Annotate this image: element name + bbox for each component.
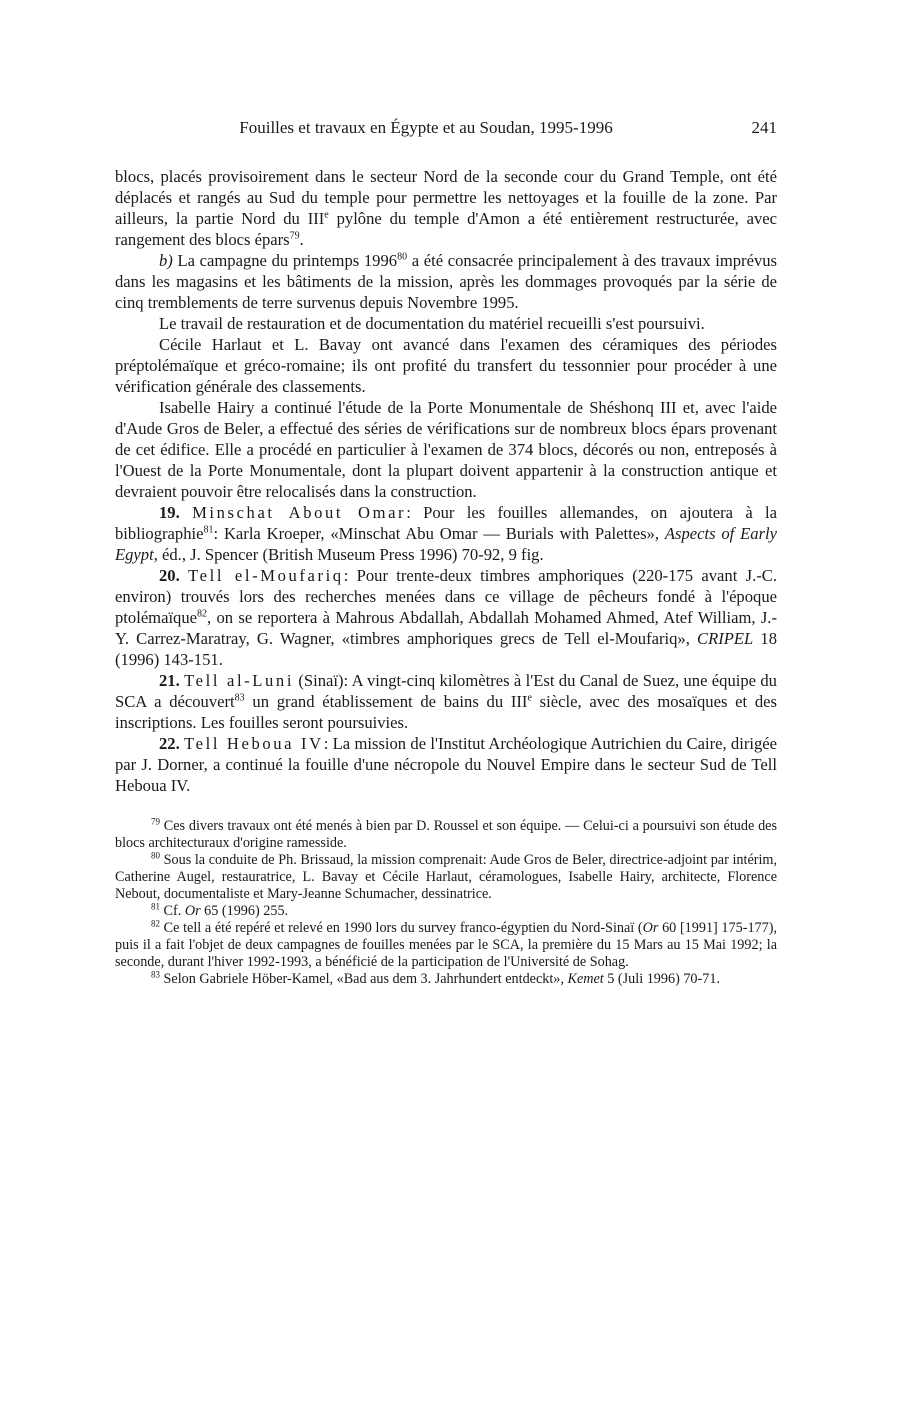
footnote-mark: 82 [151,918,160,929]
italic-title: Or [642,920,659,936]
body-text [115,166,777,796]
text-run: : Pour les fouilles allemandes, on ajoutera à la bibliographie [115,503,777,543]
footnote-81 [115,903,777,920]
footnote-80 [115,852,777,903]
footnote-mark: 80 [151,850,160,861]
footnote-text: Ce tell a été repéré et relevé en 1990 lors du survey franco-égyptien du Nord-Sinaï ( [160,920,643,936]
paragraph-restoration: Le travail de restauration et de documentation du matériel recueilli s'est poursuivi. [159,314,705,333]
footnote-text: Sous la conduite de Ph. Brissaud, la mission comprenait: Aude Gros de Beler, directrice-adjoint par intérim, Catherine Augel, restauratrice, L. Bavay et Cécile Harlaut, céramologues, Isabelle Hairy, architecte, Florence Nebout, documentaliste et Mary-Jeanne Schumacher, dessinatrice. [115,852,777,902]
text-run: : Pour trente-deux timbres amphoriques (220-175 avant J.-C. environ) trouvés lors des recherches menées dans ce village de pêcheurs fondé à l'époque ptolémaïque [115,566,777,627]
site-name: Minschat About Omar [192,503,407,522]
footnote-ref: 82 [197,608,208,620]
footnote-text: 5 (Juli 1996) 70-71. [603,971,720,987]
text-run: , on se reportera à Mahrous Abdallah, Abdallah Mohamed Ahmed, Atef William, J.-Y. Carrez-Maratray, G. Wagner, «timbres amphoriques grecs de Tell el-Moufariq», [115,608,777,648]
page [115,118,777,988]
section-number: 20. [159,566,180,585]
footnote-mark: 81 [151,901,160,912]
text-run: : La mission de l'Institut Archéologique Autrichien du Caire, dirigée par J. Dorner, a continué la fouille d'une nécropole du Nouvel Empire dans le secteur Sud de Tell Heboua IV. [115,734,777,795]
footnote-text: Ces divers travaux ont été menés à bien par D. Roussel et son équipe. — Celui-ci a poursuivi son étude des blocs architecturaux d'origine ramesside. [115,818,777,851]
text-run: 18 (1996) 143-151. [115,629,777,669]
footnote-82 [115,920,777,971]
section-22 [115,733,777,796]
footnote-ref: 79 [289,230,300,242]
site-name: Tell el-Moufariq [188,566,344,585]
footnote-mark: 83 [151,969,160,980]
text-run: un grand établissement de bains du III [244,692,528,711]
site-name: Tell al-Luni [184,671,295,690]
footnote-text: Cf. [160,903,185,919]
page-number: 241 [751,118,777,137]
paragraph-porte: Isabelle Hairy a continué l'étude de la Porte Monumentale de Shéshonq III et, avec l'aide d'Aude Gros de Beler, a effectué des séries de vérifications sur de nombreux blocs épars provenant de cet édifice. Elle a procédé en particulier à l'examen de 374 blocs, décorés ou non, entreposés à l'Ouest de la Porte Monumentale, dont la plupart doivent appartenir à la construction antique et devraient pouvoir être relocalisés dans la construction. [115,398,777,501]
paragraph-ceramics: Cécile Harlaut et L. Bavay ont avancé dans l'examen des céramiques des périodes préptolémaïque et gréco-romaine; ils ont profité du transfert du tessonnier pour procéder à une vérification générale des classements. [115,335,777,396]
italic-title: Or [184,903,201,919]
footnote-79 [115,818,777,852]
italic-title: CRIPEL [697,629,754,648]
paragraph-campaign [115,250,777,313]
italic-title: Kemet [567,971,604,987]
superscript: e [324,209,329,221]
footnote-83 [115,971,777,988]
text-run: a été consacrée principalement à des travaux imprévus dans les magasins et les bâtiments de la mission, après les dommages provoqués par la série de cinq tremblements de terre survenus depuis Novembre 1995. [115,251,777,312]
text-run: , éd., J. Spencer (British Museum Press 1996) 70-92, 9 fig. [153,545,544,564]
section-21 [115,670,777,733]
text-run: siècle, avec des mosaïques et des inscriptions. Les fouilles seront poursuivies. [115,692,778,732]
text-run: . [299,230,304,249]
footnote-text: 60 [1991] 175-177), puis il a fait l'objet de deux campagnes de fouilles menées par le SCA, la première du 15 Mars au 15 Mai 1992; la seconde, durant l'hiver 1992-1993, a bénéficié de la participation de l'Université de Sohag. [115,920,777,970]
section-number: 22. [159,734,180,753]
footnote-mark: 79 [151,816,160,827]
section-20 [115,565,777,670]
footnote-ref: 80 [397,251,408,263]
footnotes [115,818,777,988]
running-title: Fouilles et travaux en Égypte et au Soudan, 1995-1996 [239,118,613,137]
italic-title: Aspects of Early Egypt [115,524,777,564]
running-head [115,118,777,144]
text-run: pylône du temple d'Amon a été entièrement restructurée, avec rangement des blocs épars [115,209,777,249]
section-number: 21. [159,671,180,690]
text-run: blocs, placés provisoirement dans le secteur Nord de la seconde cour du Grand Temple, ont été déplacés et rangés au Sud du temple pour permettre les nettoyages et la fouille de la zone. Par ailleurs, la partie Nord du III [115,167,777,228]
superscript: e [527,692,532,704]
section-19 [115,502,777,565]
paragraph-intro [115,166,777,250]
list-letter: b) [159,251,173,270]
text-run: (Sinaï): A vingt-cinq kilomètres à l'Est du Canal de Suez, une équipe du SCA a découvert [115,671,777,711]
footnote-ref: 81 [203,524,214,536]
site-name: Tell Heboua IV [184,734,324,753]
footnote-text: Selon Gabriele Höber-Kamel, «Bad aus dem 3. Jahrhundert entdeckt», [160,971,568,987]
footnote-ref: 83 [234,692,245,704]
section-number: 19. [159,503,180,522]
footnote-text: 65 (1996) 255. [200,903,289,919]
text-run: La campagne du printemps 1996 [172,251,398,270]
text-run: : Karla Kroeper, «Minschat Abu Omar — Burials with Palettes», [213,524,665,543]
